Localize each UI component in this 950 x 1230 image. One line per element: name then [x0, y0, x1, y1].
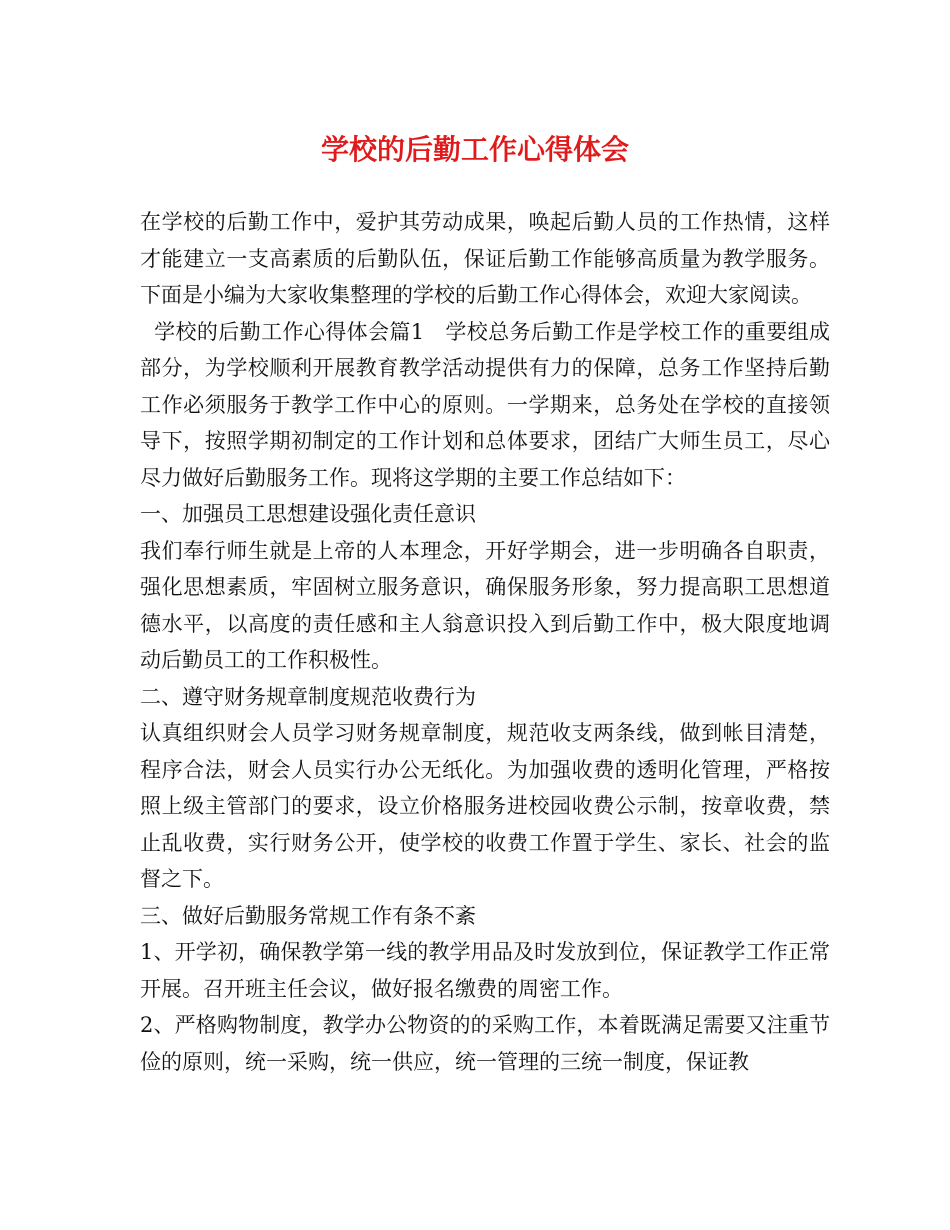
document-body [140, 204, 830, 1080]
section-heading-1: 一、加强员工思想建设强化责任意识 [140, 502, 476, 526]
section-heading-3: 三、做好后勤服务常规工作有条不紊 [140, 903, 476, 928]
body-paragraph: 认真组织财会人员学习财务规章制度，规范收支两条线，做到帐目清楚，程序合法，财会人员实行办公无纸化。为加强收费的透明化管理，严格按照上级主管部门的要求，设立价格服务进校园收费公示制，按章收费，禁止乱收费，实行财务公开，使学校的收费工作置于学生、家长、社会的监督之下。 [140, 721, 830, 891]
list-item: 1、开学初，确保教学第一线的教学用品及时发放到位，保证教学工作正常开展。召开班主任会议，做好报名缴费的周密工作。 [140, 940, 830, 1001]
section-paragraph-1: 学校的后勤工作心得体会篇1 学校总务后勤工作是学校工作的重要组成部分，为学校顺利开展教育教学活动提供有力的保障，总务工作坚持后勤工作必须服务于教学工作中心的原则。一学期来，总务处在学校的直接领导下，按照学期初制定的工作计划和总体要求，团结广大师生员工，尽心尽力做好后勤服务工作。现将这学期的主要工作总结如下： [140, 319, 830, 490]
document-title: 学校的后勤工作心得体会 [320, 133, 629, 166]
list-item: 2、严格购物制度，教学办公物资的的采购工作，本着既满足需要又注重节俭的原则，统一采购，统一供应，统一管理的三统一制度，保证教 [140, 1013, 830, 1074]
body-paragraph: 我们奉行师生就是上帝的人本理念，开好学期会，进一步明确各自职责，强化思想素质，牢固树立服务意识，确保服务形象，努力提高职工思想道德水平，以高度的责任感和主人翁意识投入到后勤工作中，极大限度地调动后勤员工的工作积极性。 [140, 538, 830, 672]
intro-paragraph: 在学校的后勤工作中，爱护其劳动成果，唤起后勤人员的工作热情，这样才能建立一支高素质的后勤队伍，保证后勤工作能够高质量为教学服务。下面是小编为大家收集整理的学校的后勤工作心得体会，欢迎大家阅读。 [140, 210, 830, 307]
section-heading-2: 二、遵守财务规章制度规范收费行为 [140, 684, 476, 709]
